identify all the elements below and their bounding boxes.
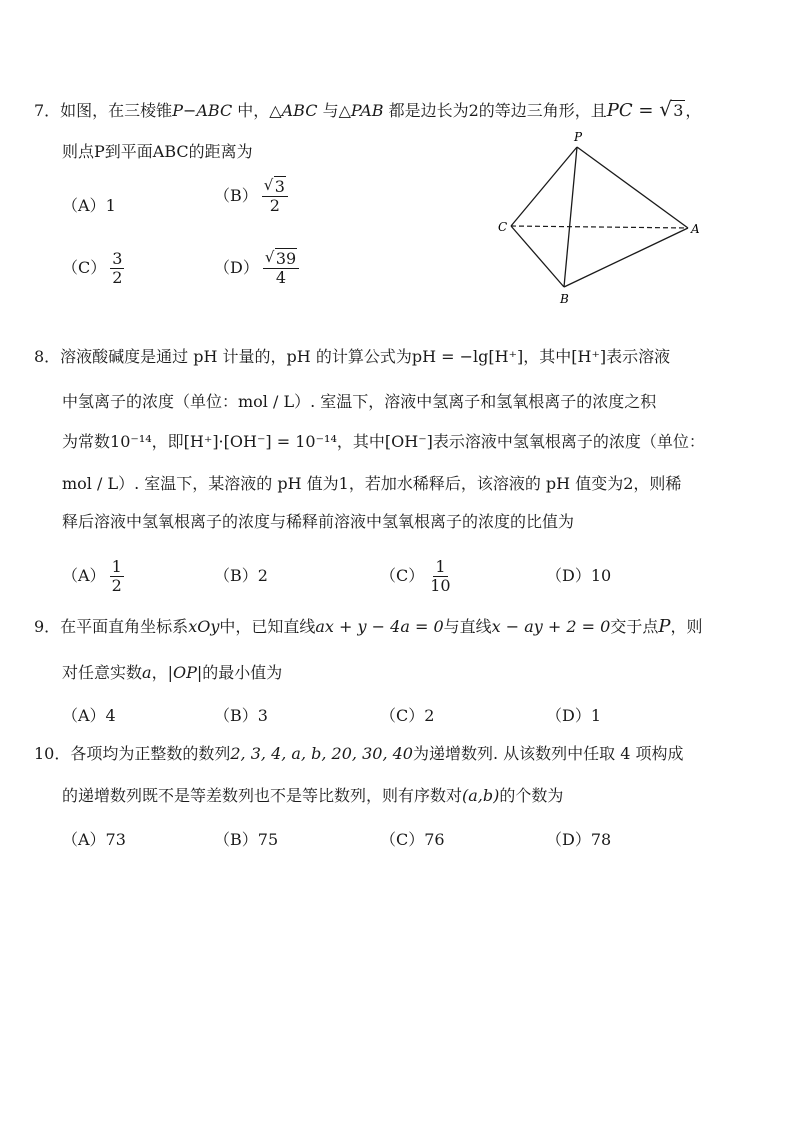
q8-stem-line4: mol / L）. 室温下，某溶液的 pH 值为1，若加水稀释后，该溶液的 pH 值变为2，则稀: [62, 474, 682, 493]
q7-stem-line2: 则点P到平面ABC的距离为: [62, 142, 253, 161]
q7-option-c[interactable]: （C） $\frac{3}{2}$: [62, 249, 123, 287]
q7-text: 都是边长为2的等边三角形，且: [383, 101, 607, 120]
q7-fraction-c: $\frac{3}{2}$: [112, 249, 123, 287]
q9-line-2-equation: x − ay + 2 = 0: [491, 617, 611, 636]
q9-option-d[interactable]: （D）1: [546, 706, 602, 725]
edge-pa: [577, 147, 688, 228]
q9-option-a[interactable]: （A）4: [62, 706, 116, 725]
q7-math: PC =: [606, 100, 660, 121]
q8-stem-line2: 中氢离子的浓度（单位：mol / L）. 室温下，溶液中氢离子和氢氧根离子的浓度之积: [62, 392, 657, 411]
q10-option-c[interactable]: （C）76: [380, 830, 445, 849]
label-b: B: [560, 292, 569, 306]
edge-cb: [511, 226, 564, 287]
q7-text: 中，△: [232, 101, 282, 120]
q8-option-d[interactable]: （D）10: [546, 566, 612, 585]
q7-text: 7．如图，在三棱锥: [34, 101, 173, 120]
q7-option-d[interactable]: （D） √ $\frac{39}{4}$: [214, 250, 299, 287]
q7-text: ，: [685, 101, 702, 120]
q7-sqrt: √ 3: [659, 101, 685, 121]
q8-stem-line3: 为常数10⁻¹⁴，即[H⁺]·[OH⁻] = 10⁻¹⁴，其中[OH⁻]表示溶液中氢氧根离子的浓度（单位：: [62, 432, 705, 451]
q7-math: ABC: [281, 101, 318, 120]
q9-option-b[interactable]: （B）3: [214, 706, 268, 725]
q7-fraction-d: √ $\frac{39}{4}$: [263, 250, 299, 287]
q8-ph-formula: pH = −lg[H⁺]: [411, 347, 524, 366]
q7-option-b[interactable]: （B） √ $\frac{3}{2}$: [214, 178, 288, 215]
q10-sequence: 2, 3, 4, a, b, 20, 30, 40: [230, 744, 413, 763]
edge-ca-hidden: [511, 226, 688, 228]
q8-option-b[interactable]: （B）2: [214, 566, 268, 585]
q9-op-modulus: |OP|: [167, 663, 203, 682]
edge-ba: [564, 228, 688, 287]
q7-text: 与△: [317, 101, 351, 120]
q9-stem-line2: 对任意实数a，|OP|的最小值为: [62, 663, 283, 682]
label-p: P: [574, 130, 583, 144]
q7-math: P−ABC: [172, 101, 233, 120]
q7-math: PAB: [350, 101, 384, 120]
edge-pc: [511, 147, 577, 226]
q8-product-equation: [H⁺]·[OH⁻] = 10⁻¹⁴: [183, 432, 337, 451]
q7-option-a[interactable]: （A）1: [62, 196, 116, 215]
q7-fraction-b: √ $\frac{3}{2}$: [262, 178, 288, 215]
q10-stem-line1: 10．各项均为正整数的数列2, 3, 4, a, b, 20, 30, 40为递增数列. 从该数列中任取 4 项构成: [34, 744, 684, 763]
q8-fraction-c: $\frac{1}{10}$: [430, 557, 451, 595]
q10-stem-line2: 的递增数列既不是等差数列也不是等比数列，则有序数对(a,b)的个数为: [62, 786, 564, 805]
label-c: C: [498, 220, 508, 234]
q9-stem-line1: 9．在平面直角坐标系xOy中，已知直线ax + y − 4a = 0与直线x − ay + 2 = 0交于点P，则: [34, 616, 703, 637]
q7-stem-line1: [34, 101, 701, 121]
q10-option-d[interactable]: （D）78: [546, 830, 612, 849]
label-a: A: [691, 222, 700, 236]
q10-option-a[interactable]: （A）73: [62, 830, 126, 849]
q9-line-1-equation: ax + y − 4a = 0: [315, 617, 444, 636]
q8-fraction-a: $\frac{1}{2}$: [111, 557, 122, 595]
q8-option-a[interactable]: （A） $\frac{1}{2}$: [62, 557, 122, 595]
edge-pb: [564, 147, 577, 287]
q9-option-c[interactable]: （C）2: [380, 706, 435, 725]
q7-tetrahedron-figure: [490, 125, 710, 310]
q10-option-b[interactable]: （B）75: [214, 830, 279, 849]
q8-stem-line5: 释后溶液中氢氧根离子的浓度与稀释前溶液中氢氧根离子的浓度的比值为: [62, 512, 575, 531]
q8-option-c[interactable]: （C） $\frac{1}{10}$: [380, 557, 451, 595]
q8-stem-line1: 8．溶液酸碱度是通过 pH 计量的，pH 的计算公式为pH = −lg[H⁺]，其中[H⁺]表示溶液: [34, 347, 671, 366]
